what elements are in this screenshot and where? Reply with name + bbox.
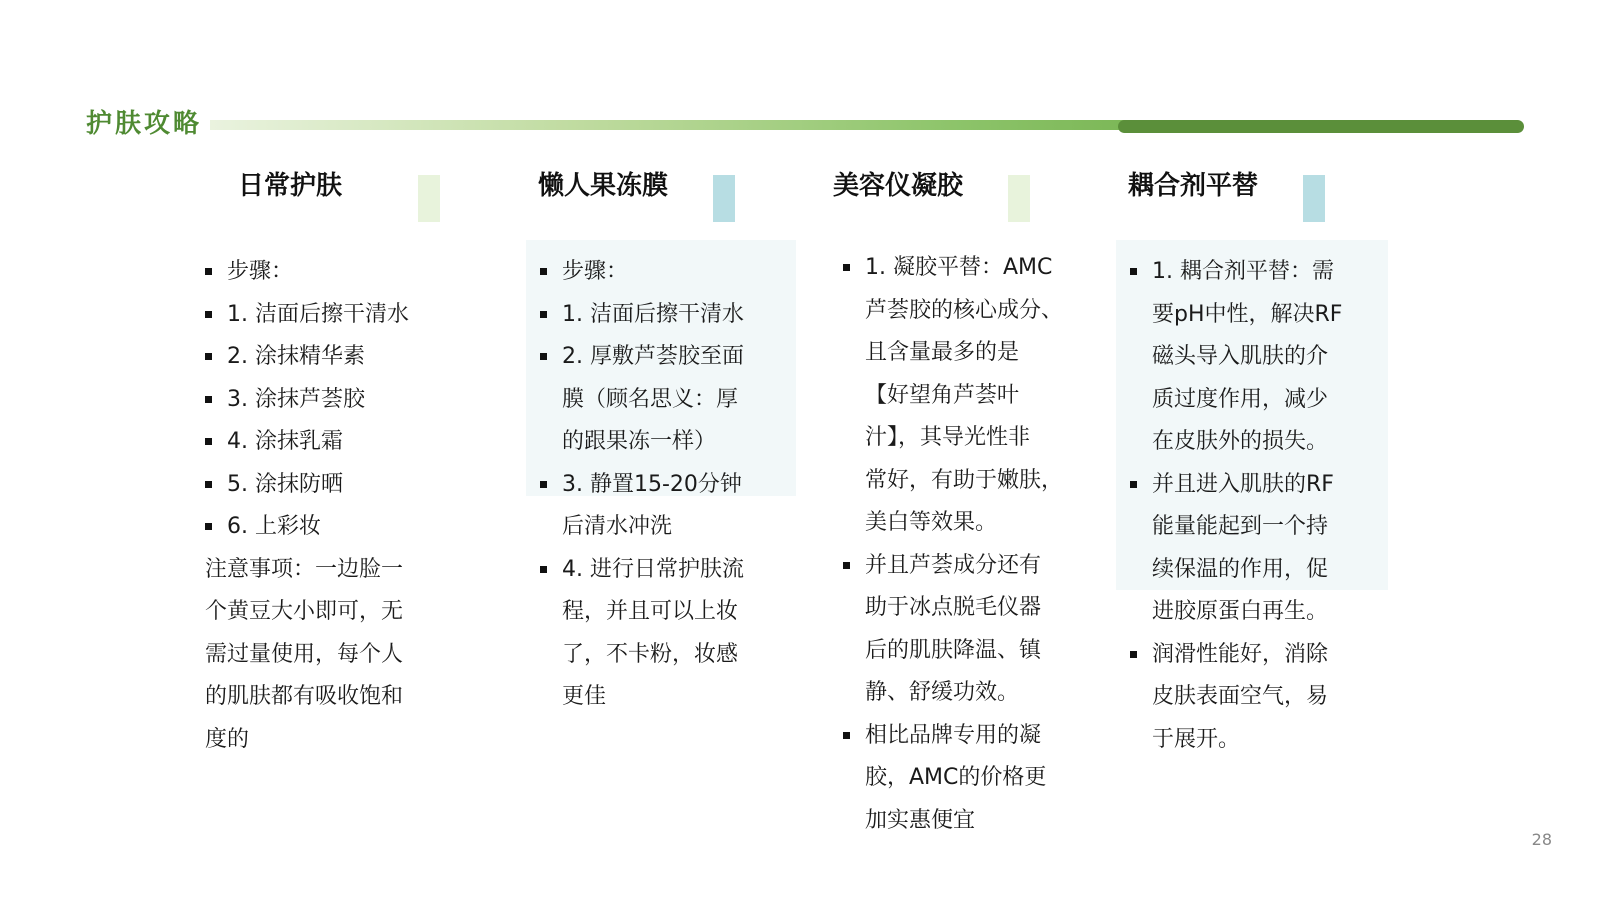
list-item: 步骤： xyxy=(540,251,800,294)
note-line: 需过量使用，每个人 xyxy=(205,641,404,667)
note-line: 个黄豆大小即可，无 xyxy=(205,599,404,624)
list-item: 3. 静置15-20分钟 后清水冲洗 xyxy=(540,464,800,549)
list-item: 1. 洁面后擦干清水 xyxy=(540,294,800,337)
heading-accent-block xyxy=(1303,175,1325,222)
column-heading-jelly-mask: 懒人果冻膜 xyxy=(538,171,669,201)
column-heading-device-gel: 美容仪凝胶 xyxy=(833,171,964,201)
list-item: 并且芦荟成分还有 助于冰点脱毛仪器 后的肌肤降温、镇 静、舒缓功效。 xyxy=(843,545,1103,715)
list-item: 5. 涂抹防晒 xyxy=(205,464,445,507)
device-gel-content xyxy=(843,247,1103,842)
list-item: 相比品牌专用的凝 胶，AMC的价格更 加实惠便宜 xyxy=(843,715,1103,843)
coupling-gel-content xyxy=(1130,251,1395,761)
list-item: 6. 上彩妆 xyxy=(205,506,445,549)
list-item: 2. 厚敷芦荟胶至面 膜（顾名思义：厚 的跟果冻一样） xyxy=(540,336,800,464)
heading-accent-block xyxy=(418,175,440,222)
heading-accent-block xyxy=(1008,175,1030,222)
list-item: 1. 耦合剂平替：需 要pH中性，解决RF 磁头导入肌肤的介 质过度作用，减少 在皮肤外的损失。 xyxy=(1130,251,1395,464)
list-item: 步骤： xyxy=(205,251,445,294)
list-item: 4. 涂抹乳霜 xyxy=(205,421,445,464)
list-item: 3. 涂抹芦荟胶 xyxy=(205,379,445,422)
page-number: 28 xyxy=(1531,830,1552,849)
note-line: 注意事项：一边脸一 xyxy=(205,556,404,582)
daily-care-content xyxy=(205,251,445,761)
title-gradient-bar xyxy=(210,120,1272,130)
heading-accent-block xyxy=(713,175,735,222)
list-item: 1. 洁面后擦干清水 xyxy=(205,294,445,337)
note-line: 度的 xyxy=(205,726,250,752)
jelly-mask-content xyxy=(540,251,800,719)
page-title: 护肤攻略 xyxy=(86,109,203,139)
list-item: 4. 进行日常护肤流 程，并且可以上妆 了，不卡粉，妆感 更佳 xyxy=(540,549,800,719)
column-heading-coupling-gel: 耦合剂平替 xyxy=(1128,171,1259,201)
note-line: 的肌肤都有吸收饱和 xyxy=(205,684,404,709)
column-heading-daily-care: 日常护肤 xyxy=(238,171,343,201)
list-item: 1. 凝胶平替：AMC 芦荟胶的核心成分、 且含量最多的是 【好望角芦荟叶 汁】，其导光性非 常好，有助于嫩肤， 美白等效果。 xyxy=(843,247,1103,545)
title-accent-bar xyxy=(1118,120,1524,133)
list-item: 并且进入肌肤的RF 能量能起到一个持 续保温的作用，促 进胶原蛋白再生。 xyxy=(1130,464,1395,634)
list-item: 润滑性能好，消除 皮肤表面空气，易 于展开。 xyxy=(1130,634,1395,762)
list-item: 2. 涂抹精华素 xyxy=(205,336,445,379)
